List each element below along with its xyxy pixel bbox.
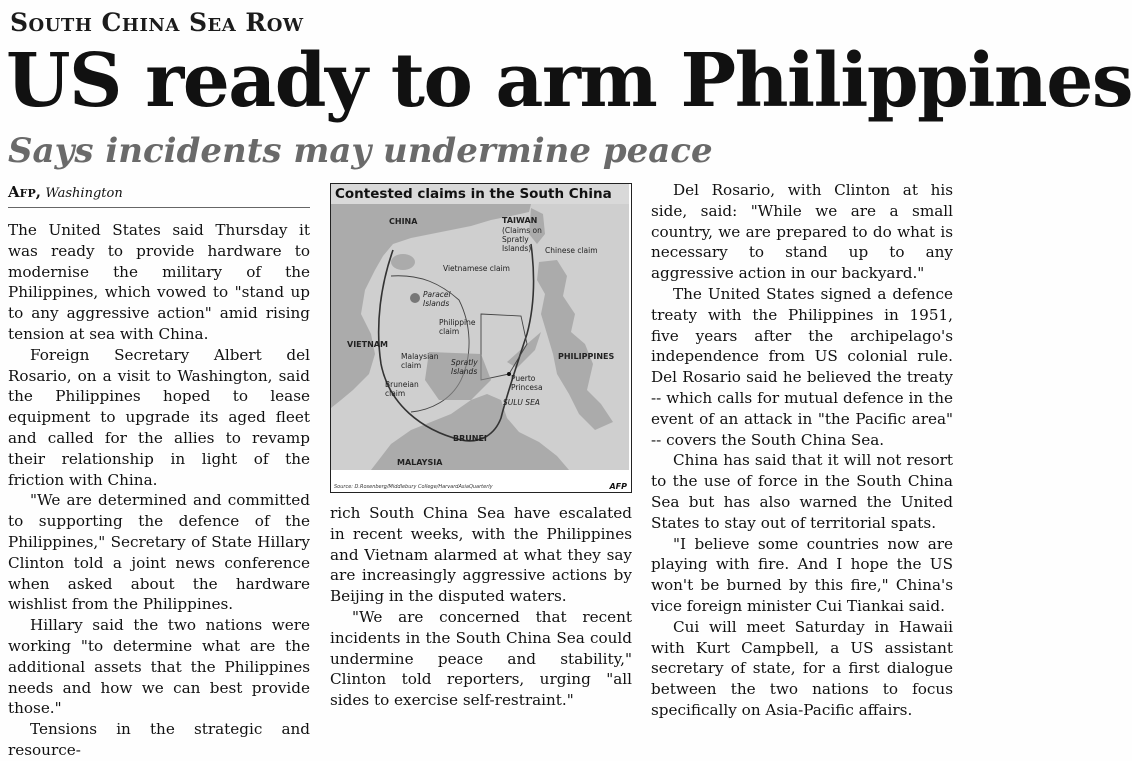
headline: US ready to arm Philippines (6, 38, 1132, 124)
paragraph: Cui will meet Saturday in Hawaii with Kurt Campbell, a US assistant secretary of state, for a first dialogue between the two nations to focus specifically on Asia-Pacific affairs. (651, 617, 953, 719)
byline-rule (8, 207, 310, 208)
map-label-vietnam: VIETNAM (347, 340, 388, 349)
map-figure (330, 183, 632, 493)
paragraph: Del Rosario, with Clinton at his side, said: "While we are a small country, we are prepared to do what is necessary to stand up to any aggressive action in our backyard." (651, 181, 953, 283)
article-column-1 (8, 220, 310, 761)
map-label-chinese-claim: Chinese claim (545, 246, 598, 255)
map-credit: AFP (609, 482, 627, 491)
map-label-malaysia: MALAYSIA (397, 458, 443, 467)
map-label-philippine-claim: Philippine claim (439, 318, 476, 336)
subhead: Says incidents may undermine peace (8, 131, 713, 171)
kicker: South China Sea Row (10, 8, 304, 37)
paragraph: rich South China Sea have escalated in recent weeks, with the Philippines and Vietnam alarmed at what they say are increasingly aggressive actions by Beijing in the disputed waters. (330, 504, 632, 606)
map-label-malaysian-claim: Malaysian claim (401, 352, 439, 370)
paragraph: The United States said Thursday it was ready to provide hardware to modernise the military of the Philippines, which vowed to "stand up to any aggressive action" amid rising tension at sea with China. (8, 221, 310, 343)
map-graphic (331, 204, 629, 470)
map-label-philippines: PHILIPPINES (558, 352, 615, 361)
byline-agency: Afp, (8, 183, 41, 201)
paragraph: "We are determined and committed to supporting the defence of the Philippines," Secretary of State Hillary Clinton told a joint news conference when asked about the hardware wishlist from the Philippines. (8, 491, 310, 614)
map-source: Source: D.Rosenberg/Middlebury College/HarvardAsiaQuarterly (334, 484, 493, 490)
map-title: Contested claims in the South China (331, 184, 629, 204)
map-label-taiwan: TAIWAN (502, 216, 538, 225)
paragraph: Tensions in the strategic and resource- (8, 720, 310, 759)
map-label-puerto-princesa: Puerto Princesa (511, 374, 543, 392)
map-label-china: CHINA (389, 217, 418, 226)
article-column-2 (330, 503, 632, 711)
paragraph: "We are concerned that recent incidents in the South China Sea could undermine peace and stability," Clinton told reporters, urging "all sides to exercise self-restraint." (330, 607, 632, 710)
map-label-taiwan-note: (Claims on Spratly Islands) (502, 226, 542, 253)
byline-place: Washington (45, 186, 123, 201)
map-label-paracel: Paracel Islands (423, 290, 451, 308)
paragraph: China has said that it will not resort to the use of force in the South China Sea but has also warned the United States to stay out of territorial spats. (651, 451, 953, 532)
map-label-sulu-sea: SULU SEA (503, 398, 540, 407)
article-column-3 (651, 180, 953, 721)
paragraph: Hillary said the two nations were working "to determine what are the additional assets that the Philippines needs and how we can best provide those." (8, 616, 310, 718)
map-label-vietnamese-claim: Vietnamese claim (443, 264, 510, 273)
map-label-bruneian-claim: Bruneian claim (385, 380, 419, 398)
map-label-brunei: BRUNEI (453, 434, 487, 443)
paragraph: Foreign Secretary Albert del Rosario, on a visit to Washington, said the Philippines hoped to lease equipment to upgrade its aged fleet and called for the allies to revamp their relationship in light of the friction with China. (8, 345, 310, 489)
paragraph: "I believe some countries now are playing with fire. And I hope the US won't be burned by this fire," China's vice foreign minister Cui Tiankai said. (651, 534, 953, 615)
byline (8, 183, 123, 201)
paragraph: The United States signed a defence treaty with the Philippines in 1951, five years after the archipelago's independence from US colonial rule. Del Rosario said he believed the treaty -- which calls for mutual defence in the event of an attack in "the Pacific area" -- covers the South China Sea. (651, 284, 953, 449)
map-label-spratly: Spratly Islands (451, 358, 478, 376)
